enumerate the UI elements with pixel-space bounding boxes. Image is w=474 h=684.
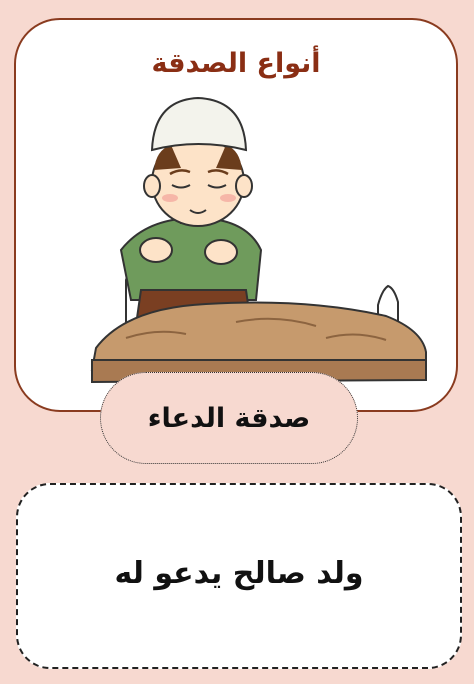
praying-boy-at-grave-icon [86,90,432,390]
card-label: صدقة الدعاء [147,402,311,434]
description-card [16,483,462,669]
label-pill [100,372,358,464]
card-title: أنواع الصدقة [151,48,321,79]
top-card [14,18,458,412]
card-description: ولد صالح يدعو له [114,555,364,591]
